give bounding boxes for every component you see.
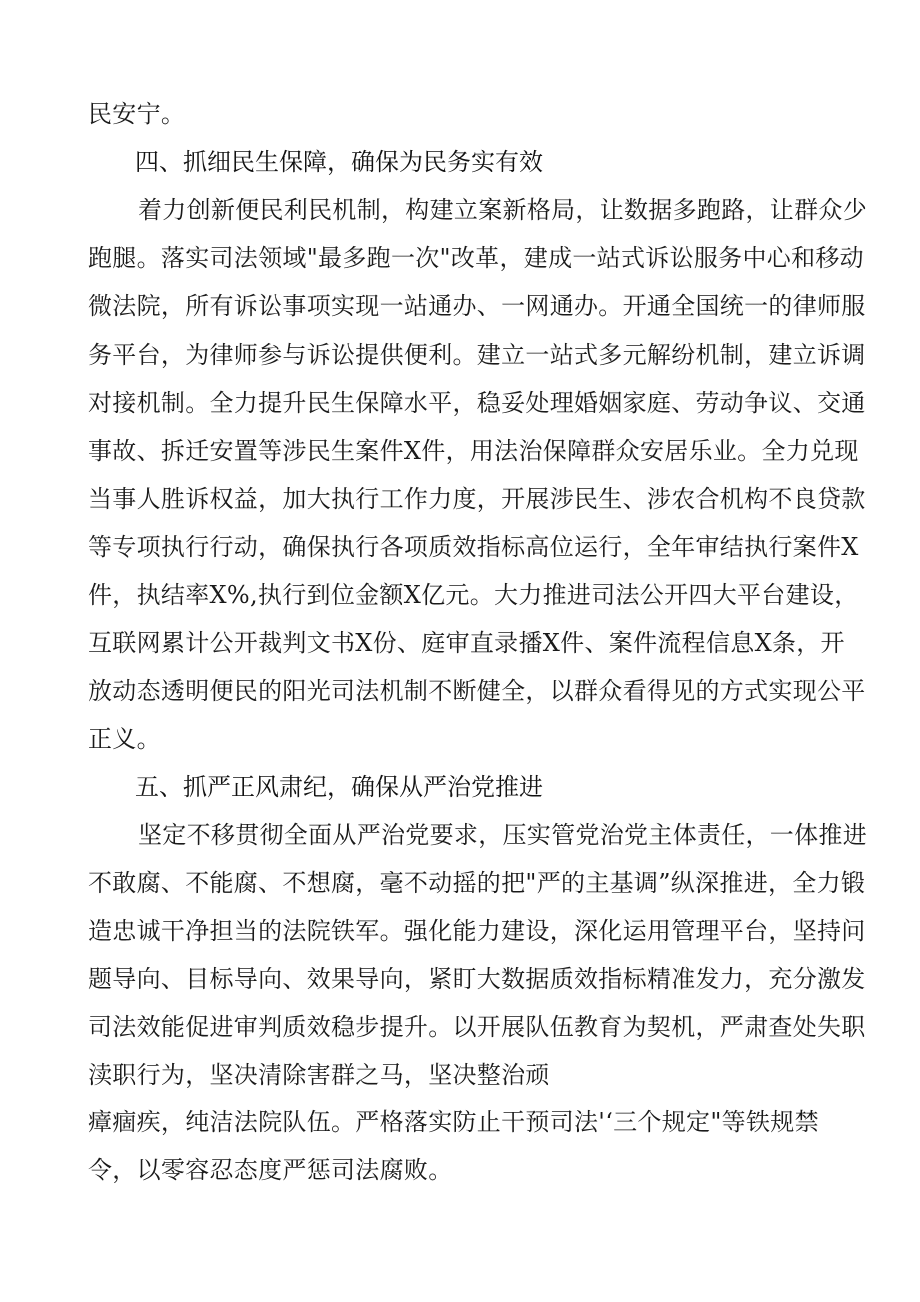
paragraph-line: 正义。 [88, 725, 161, 753]
paragraph-line: 等专项执行行动，确保执行各项质效指标高位运行，全年审结执行案件X [88, 533, 859, 561]
paragraph-line: 放动态透明便民的阳光司法机制不断健全，以群众看得见的方式实现公平 [88, 677, 866, 705]
section-heading-4: 四、抓细民生保障，确保为民务实有效 [135, 148, 543, 176]
paragraph-line: 造忠诚干净担当的法院铁军。强化能力建设，深化运用管理平台，坚持问 [88, 917, 866, 945]
section-heading-5: 五、抓严正风肃纪，确保从严治党推进 [135, 773, 543, 801]
paragraph-line: 件，执结率X%,执行到位金额X亿元。大力推进司法公开四大平台建设， [88, 581, 859, 609]
paragraph-line: 着力创新便民利民机制，构建立案新格局，让数据多跑路，让群众少 [138, 196, 867, 224]
paragraph-line: 坚定不移贯彻全面从严治党要求，压实管党治党主体责任，一体推进 [138, 821, 867, 849]
paragraph-line: 务平台，为律师参与诉讼提供便利。建立一站式多元解纷机制，建立诉调 [88, 341, 866, 369]
paragraph-line: 令，以零容忍态度严惩司法腐败。 [88, 1156, 453, 1184]
paragraph-line: 事故、拆迁安置等涉民生案件X件，用法治保障群众安居乐业。全力兑现 [88, 437, 859, 465]
paragraph-line: 跑腿。落实司法领域"最多跑一次"改革，建成一站式诉讼服务中心和移动 [88, 244, 864, 272]
paragraph-line: 司法效能促进审判质效稳步提升。以开展队伍教育为契机，严肃查处失职 [88, 1013, 866, 1041]
paragraph-line: 瘴痼疾，纯洁法院队伍。严格落实防止干预司法'‘三个规定"等铁规禁 [88, 1108, 819, 1136]
paragraph-line: 当事人胜诉权益，加大执行工作力度，开展涉民生、涉农合机构不良贷款 [88, 485, 866, 513]
paragraph-line: 民安宁。 [88, 100, 186, 128]
paragraph-line: 题导向、目标导向、效果导向，紧盯大数据质效指标精准发力，充分激发 [88, 965, 866, 993]
paragraph-line: 渎职行为，坚决清除害群之马，坚决整治顽 [88, 1061, 550, 1089]
paragraph-line: 微法院，所有诉讼事项实现一站通办、一网通办。开通全国统一的律师服 [88, 292, 866, 320]
paragraph-line: 互联网累计公开裁判文书X份、庭审直录播X件、案件流程信息X条，开 [88, 629, 845, 657]
paragraph-line: 不敢腐、不能腐、不想腐，毫不动摇的把"严的主基调”纵深推进，全力锻 [88, 869, 866, 897]
paragraph-line: 对接机制。全力提升民生保障水平，稳妥处理婚姻家庭、劳动争议、交通 [88, 389, 866, 417]
